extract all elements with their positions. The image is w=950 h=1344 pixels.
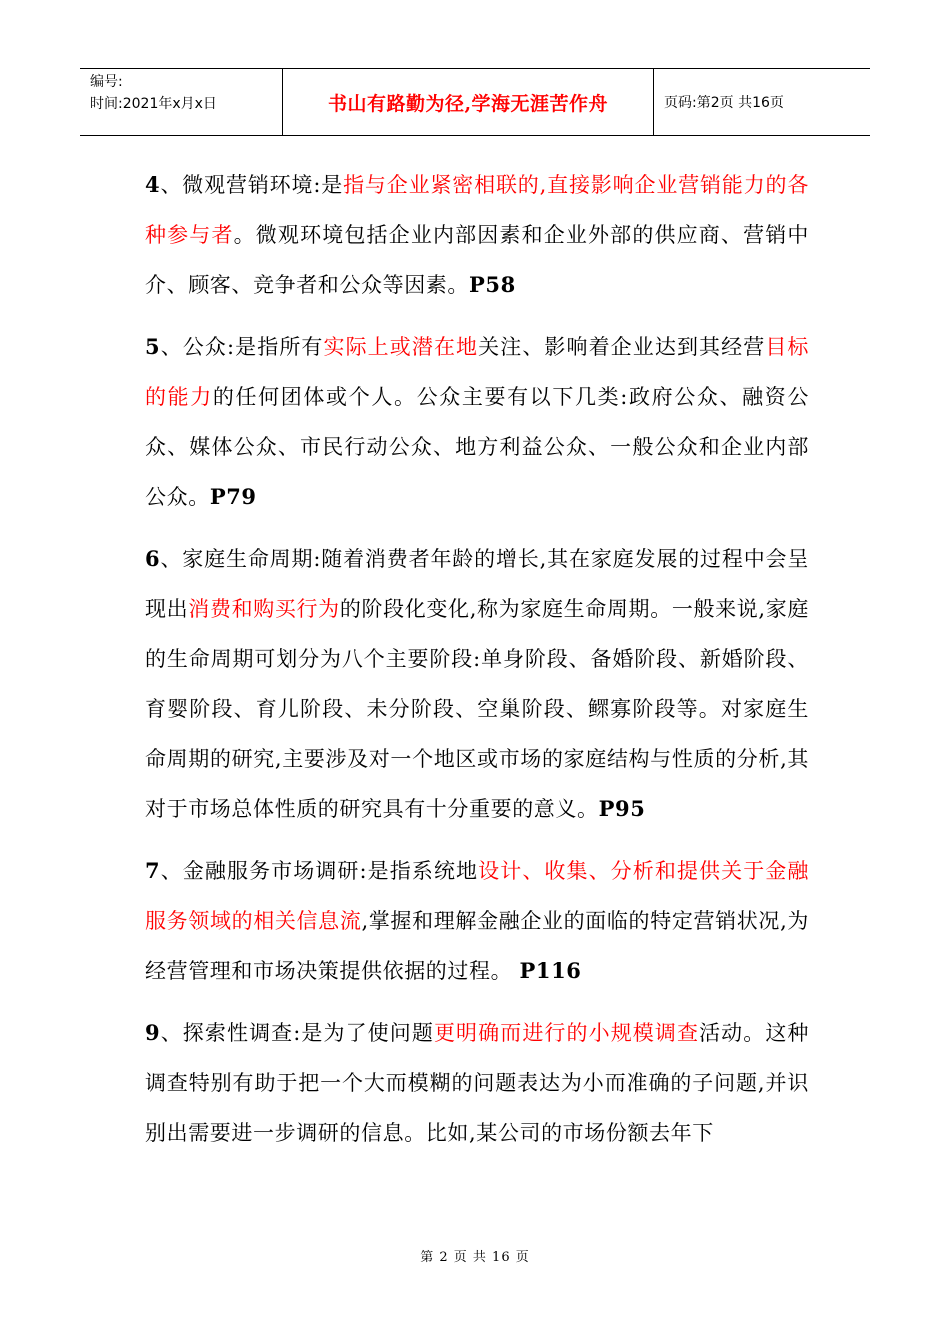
header-motto-cell (282, 69, 654, 135)
paragraph-term-7 (145, 846, 809, 996)
page-reference: P79 (209, 484, 257, 509)
text-run: 、金融服务市场调研:是指系统地 (160, 859, 479, 883)
paragraph-term-9 (145, 1008, 809, 1158)
text-run: 。微观环境包括企业内部因素和企业外部的供应商、营销中介、顾客、竞争者和公众等因素。 (145, 223, 809, 297)
highlighted-text: 消费和购买行为 (188, 597, 340, 621)
highlighted-text: 目标的能力 (145, 335, 810, 409)
document-time-label: 时间:2021年x月x日 (90, 96, 217, 112)
text-run: 、家庭生命周期:随着消费者年龄的增长,其在家庭发展的过程中会呈现出 (145, 547, 809, 621)
header-meta-cell (80, 69, 282, 135)
term-number: 6 (145, 546, 161, 571)
highlighted-text: 设计、收集、分析和提供关于金融服务领域的相关信息流 (145, 859, 810, 933)
highlighted-text: 指与企业紧密相联的,直接影响企业营销能力的各种参与者 (145, 173, 809, 247)
highlighted-text: 更明确而进行的小规模调查 (433, 1021, 700, 1045)
paragraph-term-4 (145, 160, 809, 310)
header-page-cell (654, 69, 870, 135)
text-run: 、公众:是指所有 (160, 335, 324, 359)
header-page-info: 页码:第2页 共16页 (664, 95, 784, 111)
text-run: 的阶段化变化,称为家庭生命周期。一般来说,家庭的生命周期可划分为八个主要阶段:单身阶段、备婚阶段、新婚阶段、育婴阶段、育儿阶段、未分阶段、空巢阶段、鳏寡阶段等。对家庭生命周期的研究,主要涉及对一个地区或市场的家庭结构与性质的分析,其对于市场总体性质的研究具有十分重要的意义。 (145, 597, 809, 821)
text-run: 的任何团体或个人。公众主要有以下几类:政府公众、融资公众、媒体公众、市民行动公众、地方利益公众、一般公众和企业内部公众。 (145, 385, 809, 509)
term-number: 7 (145, 858, 161, 883)
page-reference: P95 (598, 796, 646, 821)
document-body (145, 160, 809, 1170)
highlighted-text: 实际上或潜在地 (323, 335, 479, 359)
document-number-label: 编号: (90, 74, 123, 90)
page-reference: P58 (469, 272, 516, 297)
term-number: 4 (145, 172, 161, 197)
term-number: 5 (145, 334, 161, 359)
text-run: 、探索性调查:是为了使问题 (160, 1021, 434, 1045)
page-reference: P116 (519, 958, 582, 983)
text-run: 关注、影响着企业达到其经营 (478, 335, 766, 359)
footer-page-number: 第 2 页 共 16 页 (420, 1250, 530, 1265)
text-run: 、微观营销环境:是 (160, 173, 344, 197)
text-run: 活动。这种调查特别有助于把一个大而模糊的问题表达为小而准确的子问题,并识别出需要进一步调研的信息。比如,某公司的市场份额去年下 (145, 1021, 810, 1145)
term-number: 9 (145, 1020, 161, 1045)
page-footer (0, 1246, 950, 1265)
page-header (80, 68, 870, 136)
paragraph-term-5 (145, 322, 809, 522)
paragraph-term-6 (145, 534, 809, 834)
text-run: ,掌握和理解金融企业的面临的特定营销状况,为经营管理和市场决策提供依据的过程。 (145, 909, 809, 983)
header-motto: 书山有路勤为径,学海无涯苦作舟 (327, 92, 609, 115)
